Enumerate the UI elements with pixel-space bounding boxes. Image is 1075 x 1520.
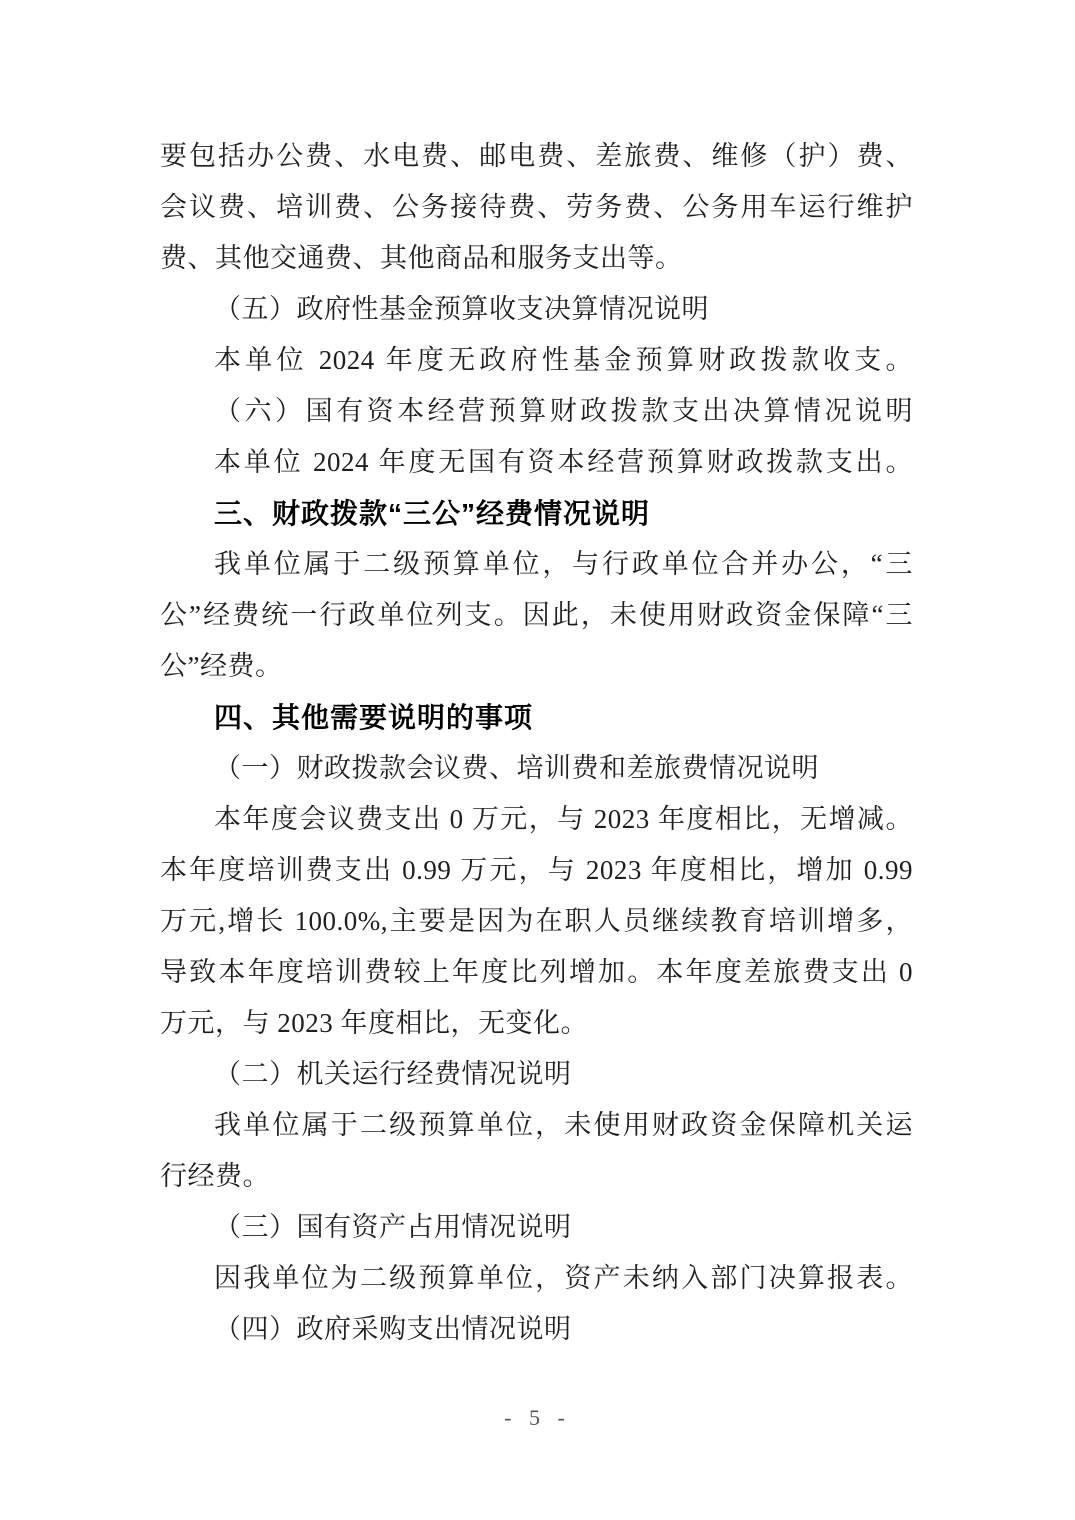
paragraph-line: 会议费、培训费、公务接待费、劳务费、公务用车运行维护 <box>160 192 913 222</box>
paragraph-line: 要包括办公费、水电费、邮电费、差旅费、维修（护）费、 <box>160 141 913 171</box>
paragraph-line: 本年度培训费支出 0.99 万元，与 2023 年度相比，增加 0.99 <box>160 855 913 885</box>
paragraph-line: 因我单位为二级预算单位，资产未纳入部门决算报表。 <box>214 1263 913 1293</box>
paragraph-line: 费、其他交通费、其他商品和服务支出等。 <box>160 243 683 273</box>
section-heading-4: 四、其他需要说明的事项 <box>214 702 534 733</box>
subsection-heading-3: （三）国有资产占用情况说明 <box>214 1212 572 1242</box>
paragraph-line: 导致本年度培训费较上年度比列增加。本年度差旅费支出 0 <box>160 957 913 987</box>
paragraph-line: 公”经费统一行政单位列支。因此，未使用财政资金保障“三 <box>160 600 913 630</box>
paragraph-line: 本年度会议费支出 0 万元，与 2023 年度相比，无增减。 <box>214 804 913 834</box>
subsection-heading-1: （一）财政拨款会议费、培训费和差旅费情况说明 <box>214 753 819 783</box>
paragraph-line: 我单位属于二级预算单位，与行政单位合并办公，“三 <box>214 549 913 579</box>
paragraph-line: 我单位属于二级预算单位，未使用财政资金保障机关运 <box>214 1110 913 1140</box>
page-number: - 5 - <box>504 1405 571 1430</box>
paragraph-line: 行经费。 <box>160 1161 270 1191</box>
paragraph-line: 万元,增长 100.0%,主要是因为在职人员继续教育培训增多， <box>160 906 913 936</box>
subsection-heading-2: （二）机关运行经费情况说明 <box>214 1059 572 1089</box>
document-body <box>160 131 913 1355</box>
section-heading-3: 三、财政拨款“三公”经费情况说明 <box>214 498 651 529</box>
subsection-heading-4: （四）政府采购支出情况说明 <box>214 1314 572 1344</box>
subsection-heading-5: （五）政府性基金预算收支决算情况说明 <box>214 294 709 324</box>
paragraph-line: 公”经费。 <box>160 651 283 681</box>
subsection-heading-6: （六）国有资本经营预算财政拨款支出决算情况说明 <box>214 396 913 426</box>
paragraph-line: 本单位 2024 年度无国有资本经营预算财政拨款支出。 <box>214 447 913 477</box>
paragraph-line: 本单位 2024 年度无政府性基金预算财政拨款收支。 <box>214 345 913 375</box>
paragraph-line: 万元，与 2023 年度相比，无变化。 <box>160 1008 588 1038</box>
